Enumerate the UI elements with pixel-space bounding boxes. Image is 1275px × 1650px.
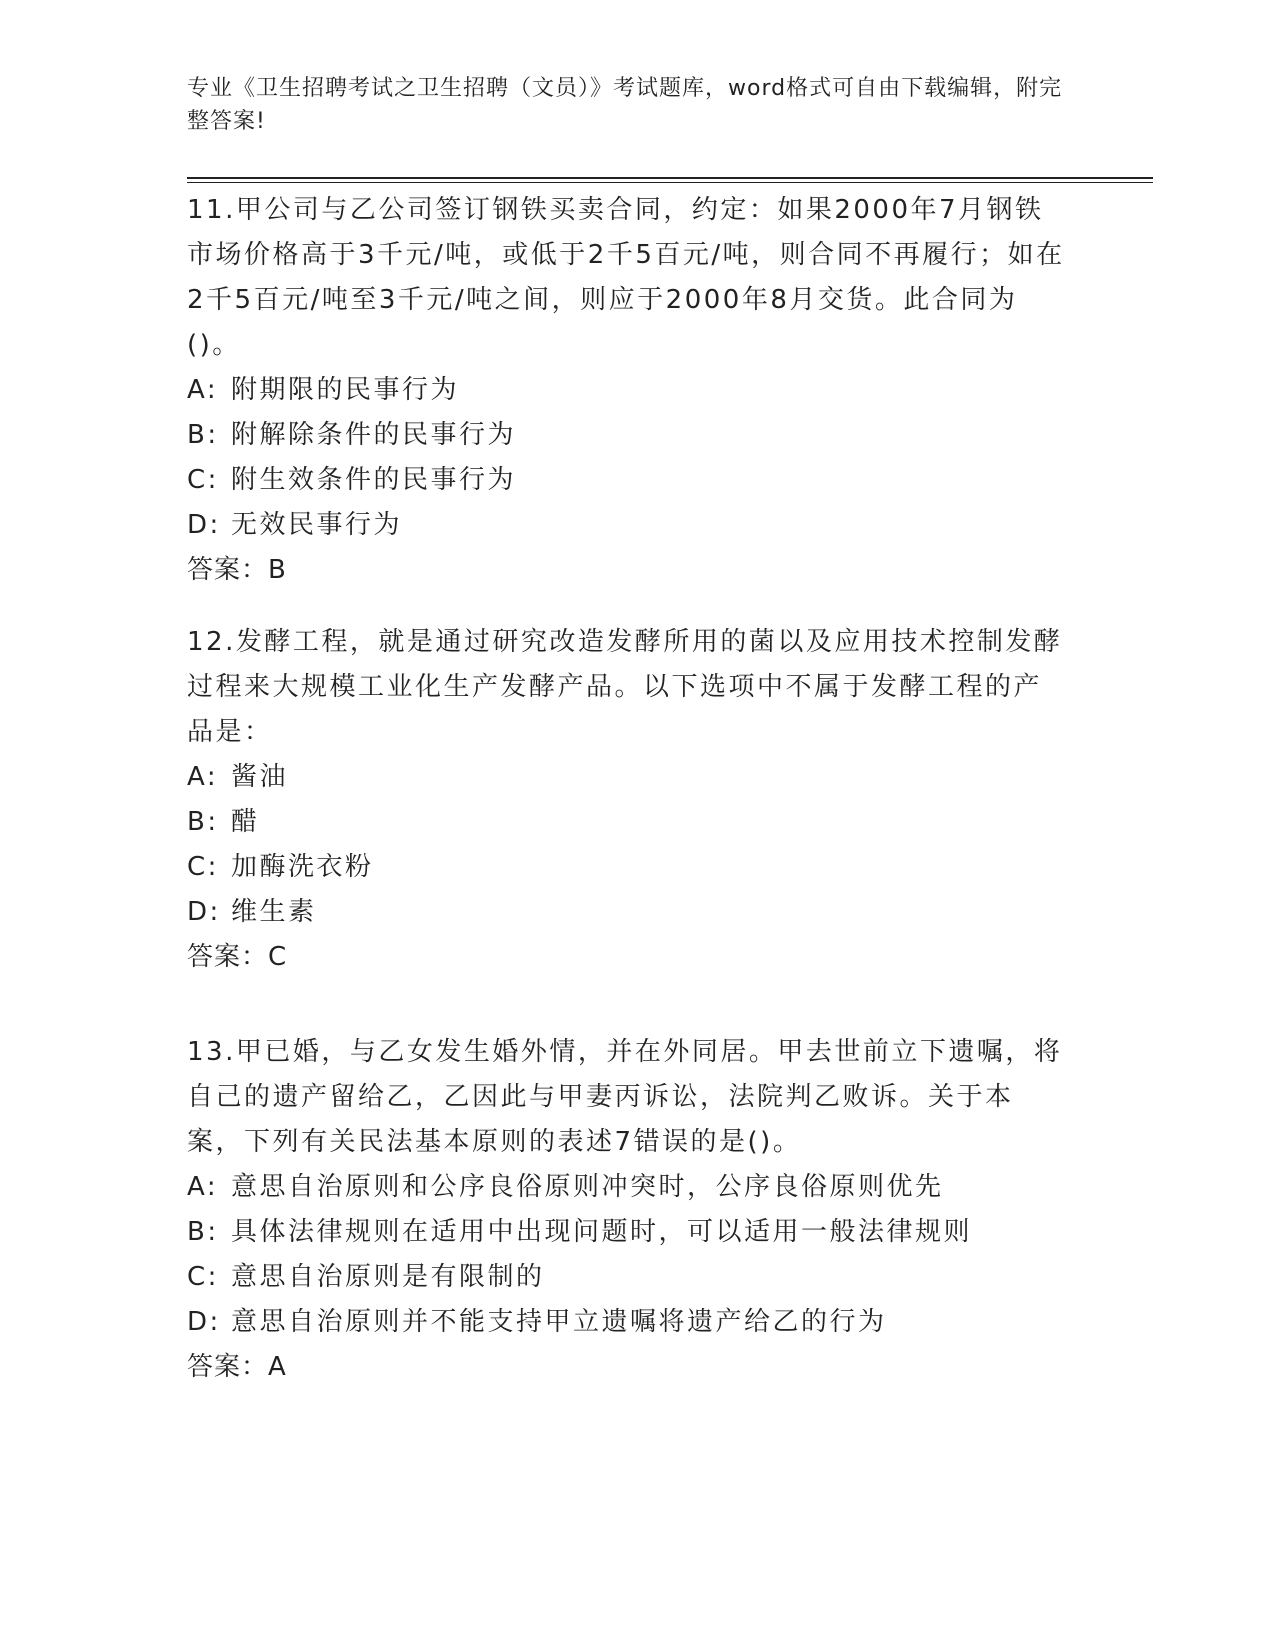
option-text: 无效民事行为 <box>231 510 403 540</box>
option-letter: D: <box>187 1307 221 1337</box>
option-c <box>187 845 1067 890</box>
option-letter: B: <box>187 807 219 837</box>
option-text: 意思自治原则和公序良俗原则冲突时，公序良俗原则优先 <box>231 1172 944 1202</box>
option-d <box>187 1300 1067 1345</box>
answer-line: 答案：C <box>187 942 288 972</box>
option-text: 加酶洗衣粉 <box>231 852 374 882</box>
option-text: 附解除条件的民事行为 <box>231 420 517 450</box>
option-letter: B: <box>187 1217 219 1247</box>
answer-line: 答案：A <box>187 1352 287 1382</box>
question-13 <box>187 1030 1067 1390</box>
option-letter: A: <box>187 762 219 792</box>
option-letter: B: <box>187 420 219 450</box>
option-b <box>187 800 1067 845</box>
question-stem: 11.甲公司与乙公司签订钢铁买卖合同，约定：如果2000年7月钢铁市场价格高于3千元/吨，或低于2千5百元/吨，则合同不再履行；如在2千5百元/吨至3千元/吨之间，则应于2000年8月交货。此合同为()。 <box>187 195 1065 360</box>
option-b <box>187 1210 1067 1255</box>
option-a <box>187 1165 1067 1210</box>
option-letter: C: <box>187 1262 219 1292</box>
option-d <box>187 503 1067 548</box>
question-11 <box>187 188 1067 593</box>
document-header: 专业《卫生招聘考试之卫生招聘（文员）》考试题库，word格式可自由下载编辑，附完整答案! <box>187 76 1063 134</box>
question-stem: 13.甲已婚，与乙女发生婚外情，并在外同居。甲去世前立下遗嘱，将自己的遗产留给乙，乙因此与甲妻丙诉讼，法院判乙败诉。关于本案，下列有关民法基本原则的表述7错误的是()。 <box>187 1037 1063 1157</box>
option-text: 维生素 <box>231 897 317 927</box>
option-d <box>187 890 1067 935</box>
option-c <box>187 458 1067 503</box>
option-a <box>187 368 1067 413</box>
option-letter: D: <box>187 897 221 927</box>
option-text: 酱油 <box>231 762 289 792</box>
option-a <box>187 755 1067 800</box>
option-letter: D: <box>187 510 221 540</box>
option-text: 具体法律规则在适用中出现问题时，可以适用一般法律规则 <box>231 1217 973 1247</box>
option-text: 附生效条件的民事行为 <box>231 465 517 495</box>
option-letter: A: <box>187 1172 219 1202</box>
header-divider-thin <box>187 182 1153 183</box>
answer-line: 答案：B <box>187 555 287 585</box>
option-text: 附期限的民事行为 <box>231 375 460 405</box>
option-text: 意思自治原则是有限制的 <box>231 1262 545 1292</box>
option-letter: A: <box>187 375 219 405</box>
option-c <box>187 1255 1067 1300</box>
header-divider-thick <box>187 177 1153 179</box>
option-text: 意思自治原则并不能支持甲立遗嘱将遗产给乙的行为 <box>231 1307 887 1337</box>
option-b <box>187 413 1067 458</box>
question-stem: 12.发酵工程，就是通过研究改造发酵所用的菌以及应用技术控制发酵过程来大规模工业化生产发酵产品。以下选项中不属于发酵工程的产品是： <box>187 627 1063 747</box>
question-12 <box>187 620 1067 980</box>
option-letter: C: <box>187 852 219 882</box>
option-text: 醋 <box>231 807 260 837</box>
option-letter: C: <box>187 465 219 495</box>
